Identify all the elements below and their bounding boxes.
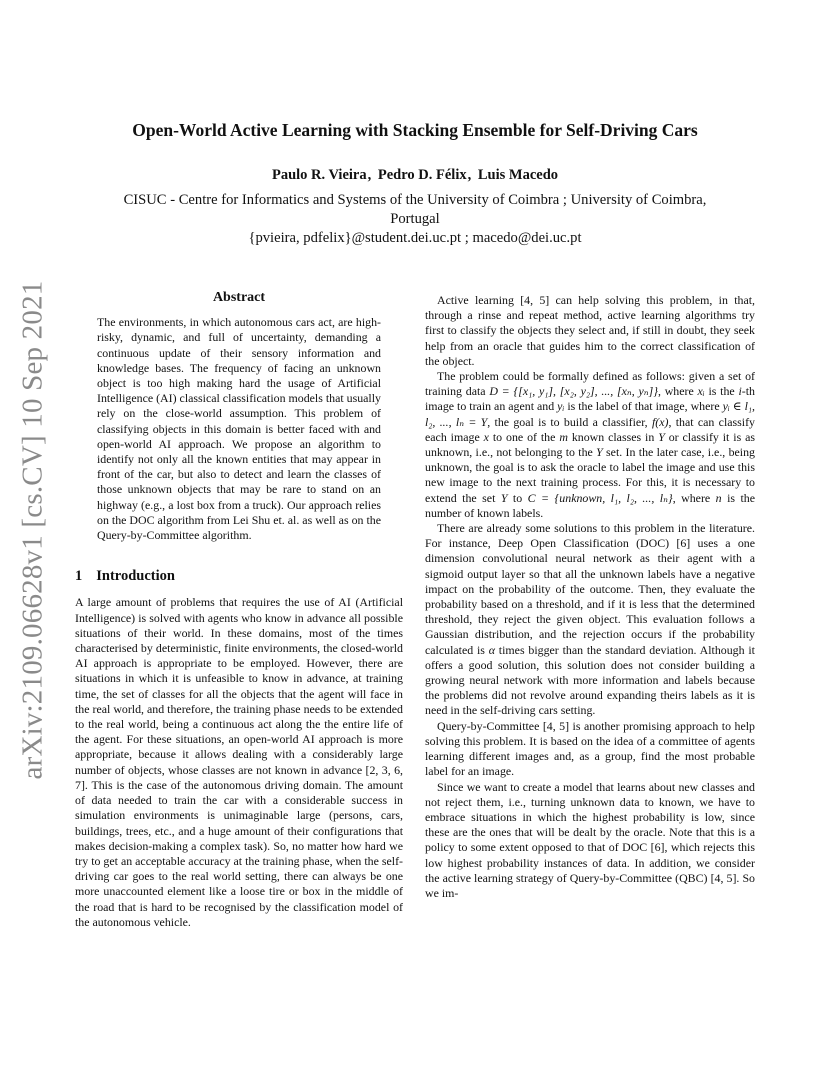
math-extended-set: C = {unknown, l₁, l₂, ..., lₙ}: [527, 490, 673, 505]
abstract-heading: Abstract: [212, 290, 266, 305]
arxiv-stamp-text: arXiv:2109.06628v1 [cs.CV] 10 Sep 2021: [16, 280, 49, 780]
math-Y: Y: [500, 490, 508, 505]
intro-paragraph-1: A large amount of problems that requires the use of AI (Artificial Intelligence) is solved with agents who know in advance all possible situations of their world. In these domains, most of the times characterised by deterministic, finite environments, the closed-world AI approach is appropriate to be employed. However, there are situations in which it is unfeasible to know in advance, at training time, the set of classes for all the objects that the agent will face in the real world, and therefore, the training phase needs to be extended to the real world, being a continuous act along the the entire life of the agent. For these situations, an open-world AI approach is more appropriate, because it allows dealing with a considerably large number of objects, whose classes are not known in advance [2, 3, 6, 7]. This is the case of the autonomous driving domain. The amount of data needed to train the car with a considerable success in simulation environments is unimaginable large (persons, cars, buildings, trees, etc., and a huge amount of their configurations that makes decision-making a complex task). So, no matter how hard we try to get an acceptable accuracy at the training phase, when the self-driving car goes to the real world setting, there can always be one more unaccounted element like a loose tire or box in the middle of the road that is hard to be recognised by the classification model of the autonomous vehicle.: [75, 595, 403, 929]
arxiv-stamp: [8, 280, 58, 780]
author-3: Luis Macedo: [477, 167, 559, 183]
abstract-text: The environments, in which autonomous cars act, are high-risky, dynamic, and full of uncertainty, demanding a continuous update of their sensory information and knowledge bases. The frequency of facing an unknown object is too high making hard the usage of Artificial Intelligence (AI) classical classification models that usually rely on the close-world assumption. This problem of classifying objects in this domain is better faced with and open-world AI approach. We propose an algorithm to identify not only all the known entities that may appear in front of the car, but also to detect and learn the classes of those unknown objects that may be rare to stand on an highway (e.g., a lost box from a truck). Our approach relies on the DOC algorithm from Lei Shu et. al. as well as on the Query-by-Committee algorithm.: [97, 315, 381, 543]
paper-title: Open-World Active Learning with Stacking Ensemble for Self-Driving Cars: [132, 120, 698, 140]
author-emails: {pvieira, pdfelix}@student.dei.uc.pt ; macedo@dei.uc.pt: [248, 230, 582, 246]
math-i: i: [738, 384, 742, 399]
section-title: Introduction: [96, 568, 175, 585]
math-n: n: [715, 490, 722, 505]
intro-paragraph-5: Query-by-Committee [4, 5] is another promising approach to help solving this problem. It is based on the idea of a committee of agents learning different images and, as a group, find the most probable label for an image.: [425, 718, 755, 779]
author-list: [60, 167, 770, 184]
math-label-condition: yᵢ ∈ l₁, l₂, ..., lₙ = Y: [425, 399, 755, 429]
author-separator: ,: [367, 167, 372, 183]
abstract-body: [97, 315, 381, 543]
math-alpha: α: [488, 642, 495, 657]
section-number: 1: [75, 568, 83, 585]
author-1: Paulo R. Vieira: [271, 167, 367, 183]
intro-paragraph-4: There are already some solutions to this problem in the literature. For instance, Deep Open Classification (DOC) [6] uses a one dimension convolutional neural network as their agent with a sigmoid output layer so that all the unknown labels have a negative impact on the probability of the outcome. Then, they evaluate the probability based on a threshold, and if it is less that the determined threshold, they reject the given object. This evaluation follows a Gaussian distribution, and the rejection occurs if the probability calculated is α times bigger than the standard deviation. Although it offers a good solution, this solution does not consider building a growing neural network with more information and labels because the problems did not revolve around expanding theirs labels as it is need in the self-driving cars setting.: [425, 521, 755, 718]
right-column: [425, 293, 755, 901]
math-training-set: D = {[x₁, y₁], [x₂, y₂], ..., [xₙ, yₙ]}: [489, 384, 658, 399]
math-m: m: [559, 429, 568, 444]
affiliation-line-1: CISUC - Centre for Informatics and Systems of the University of Coimbra ; University of Coimbra,: [123, 192, 707, 208]
math-Y: Y: [596, 445, 603, 460]
affiliation-block: [80, 191, 750, 248]
math-Y: Y: [658, 429, 665, 444]
author-separator: ,: [467, 167, 472, 183]
section-heading-introduction: [75, 569, 403, 584]
affiliation-line-2: Portugal: [390, 211, 440, 227]
intro-paragraph-3: The problem could be formally defined as follows: given a set of training data D = {[x₁, y₁], [x₂, y₂], ..., [xₙ, yₙ]}, where xᵢ is the i-th image to train an agent and yᵢ is the label of that image, where yᵢ ∈ l₁, l₂, ..., lₙ = Y, the goal is to build a classifier, f(x), that can classify each image x to one of the m known classes in Y or classify it is as unknown, i.e., not belonging to the Y set. In the later case, i.e., being unknown, the goal is to ask the oracle to label the image and use this new image to the next training process. For this, it is necessary to extend the set Y to C = {unknown, l₁, l₂, ..., lₙ}, where n is the number of known labels.: [425, 369, 756, 520]
intro-paragraph-6: Since we want to create a model that learns about new classes and not reject them, i.e., turning unknown data to known, we have to embrace situations in which the highest probability is low, since these are the ones that will be dealt by the oracle. Note that this is a policy to some extent opposed to that of DOC [6], which rejects this low highest probability instances of data. In addition, we consider the active learning strategy of Query-by-Committee (QBC) [4, 5]. So we im-: [425, 779, 755, 900]
math-classifier: f(x): [651, 414, 669, 429]
math-yi: yᵢ: [557, 399, 565, 414]
left-column: [75, 290, 403, 930]
math-x: x: [483, 429, 489, 444]
intro-paragraph-2: Active learning [4, 5] can help solving this problem, in that, through a rinse and repeat method, active learning algorithms try first to classify the objects they select and, if still in doubt, they seek help from an oracle that guides him to the correct classification of the object.: [425, 293, 755, 368]
math-xi: xᵢ: [697, 384, 705, 399]
author-2: Pedro D. Félix: [377, 167, 467, 183]
